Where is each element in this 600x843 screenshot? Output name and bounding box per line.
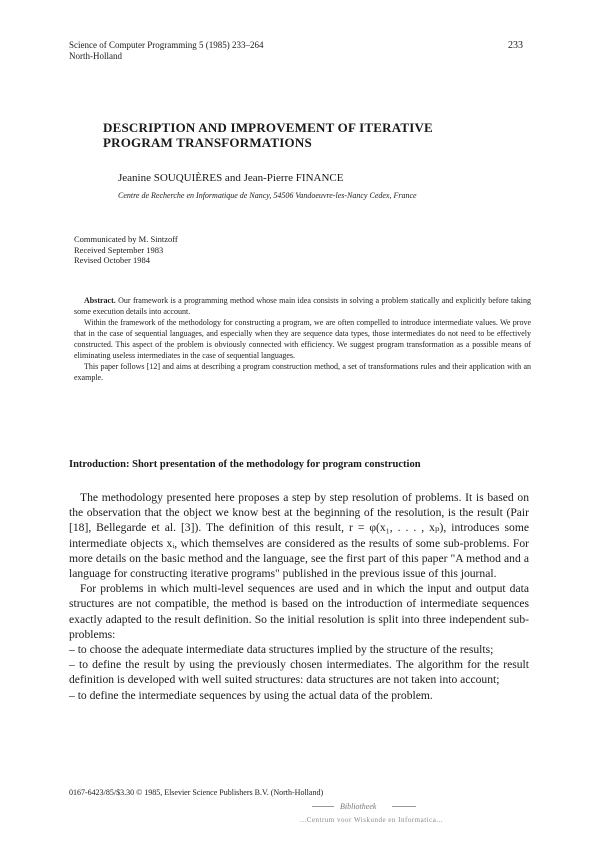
abstract-label: Abstract. [84,296,116,305]
abstract-text-1: Our framework is a programming method whose main idea consists in solving a problem statically and explicitly before taking some execution details into account. [74,296,532,316]
submission-dates [74,234,178,266]
abstract-paragraph-3: This paper follows [12] and aims at describing a program construction method, a set of transformations rules and their application with an example. [74,362,531,382]
authors: Jeanine SOUQUIÈRES and Jean-Pierre FINANCE [118,172,344,184]
section-heading: Introduction: Short presentation of the methodology for program construction [69,459,421,470]
copyright-footer: 0167-6423/85/$3.30 © 1985, Elsevier Science Publishers B.V. (North-Holland) [69,788,324,797]
list-item: – to choose the adequate intermediate data structures implied by the structure of the results; [69,643,494,657]
body-paragraph-1: The methodology presented here proposes a step by step resolution of problems. It is based on the observation that the object we know best at the beginning of the resolution, is the result (Pair [18], Bellegarde et al. [3]). The definition of this result, r = φ(x₁, . . . , xₚ), introduces some intermediate objects xᵢ, which themselves are considered as the results of some sub-problems. For more details on the basic method and the language, see the first part of this paper "A method and a language for constructing iterative programs" published in the previous issue of this journal. [69,491,529,581]
abstract-paragraph-1 [74,295,531,317]
title-line-1: DESCRIPTION AND IMPROVEMENT OF ITERATIVE [103,120,433,135]
list-item: – to define the intermediate sequences by using the actual data of the problem. [69,688,433,702]
abstract-paragraph-2: Within the framework of the methodology for constructing a program, we are often compelled to introduce intermediate values. We prove that in the case of sequential languages, and especially when they are sequence data types, those intermediates do not need to be effectively constructed. This aspect of the problem is obviously connected with efficiency. We suggest program transformation as a possible means of eliminating useless intermediates in the case of sequential languages. [74,318,531,360]
list-item: – to define the result by using the previously chosen intermediates. The algorithm for the result definition is developed with well suited structures: data structures are not taken into account; [69,658,529,687]
communicated-by: Communicated by M. Sintzoff [74,234,178,244]
affiliation: Centre de Recherche en Informatique de Nancy, 54506 Vandoeuvre-les-Nancy Cedex, France [118,191,417,200]
body-text [69,490,529,703]
revised-date: Revised October 1984 [74,255,151,265]
received-date: Received September 1983 [74,244,164,255]
journal-citation: Science of Computer Programming 5 (1985) 233–264 [69,40,264,50]
publisher: North-Holland [69,51,122,61]
abstract [74,295,531,383]
stamp-rule-right [392,806,416,807]
page-number: 233 [508,40,523,51]
stamp-rule-left [312,806,334,807]
journal-header [69,40,263,62]
body-paragraph-2: For problems in which multi-level sequences are used and in which the input and output data structures are not compatible, the method is based on the introduction of intermediate sequences exactly adapted to the result definition. So the initial resolution is split into three independent sub-problems: [69,582,529,641]
title-line-2: PROGRAM TRANSFORMATIONS [103,135,312,150]
library-stamp-line: ...Centrum voor Wiskunde en Informatica... [300,816,444,824]
library-stamp: Bibliotheek [340,802,377,811]
paper-title [103,120,523,150]
